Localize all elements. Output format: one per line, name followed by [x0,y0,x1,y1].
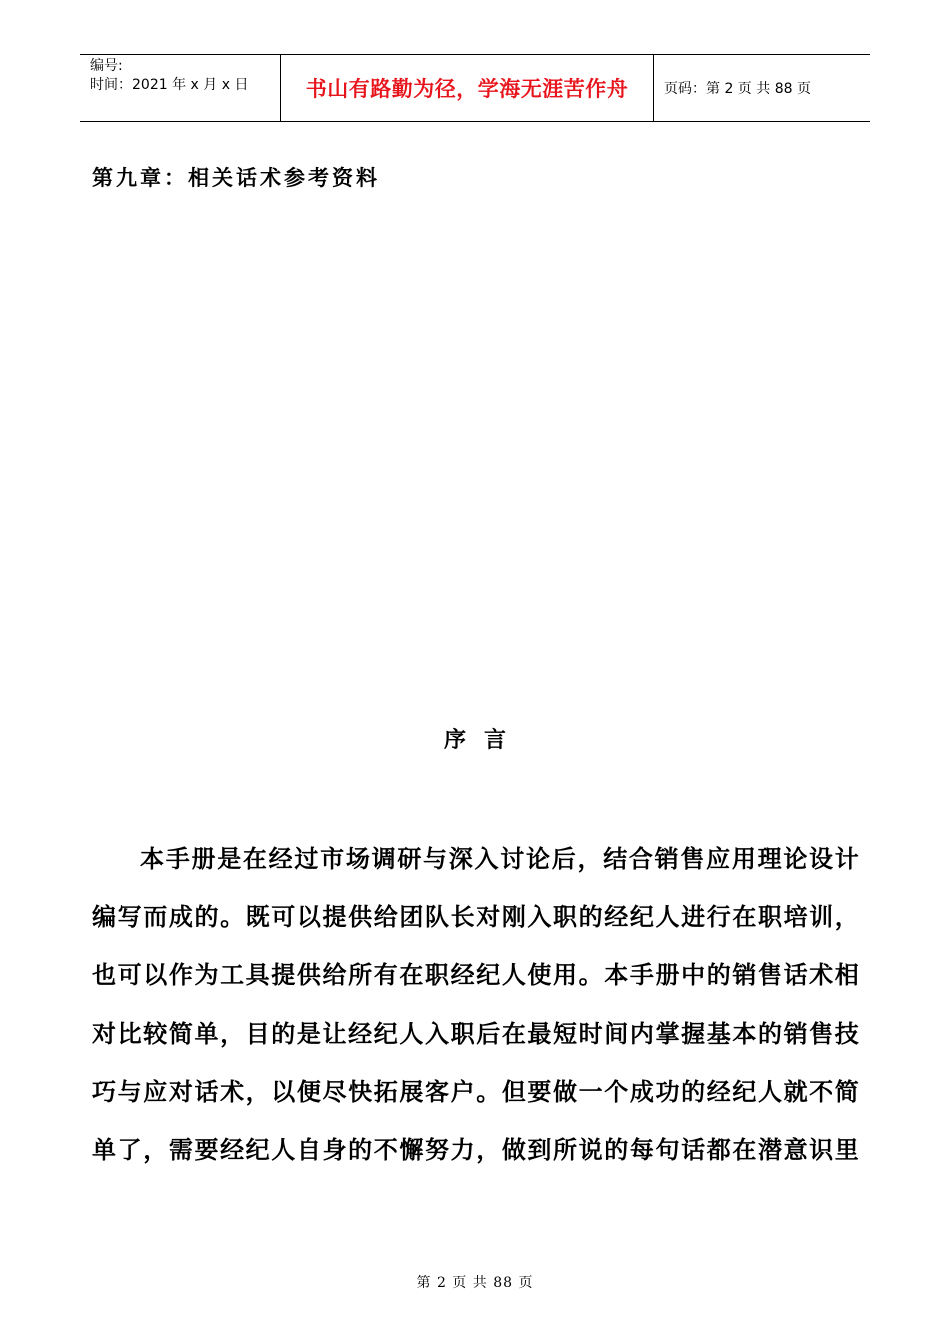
header-meta [80,55,281,121]
header-page-label: 页码：第 2 页 共 88 页 [664,81,811,97]
body-line: 本手册是在经过市场调研与深入讨论后，结合销售应用理论设计 [140,844,860,873]
body-line: 对比较简单，目的是让经纪人入职后在最短时间内掌握基本的销售技 [92,1018,860,1048]
preface-body [92,830,860,1179]
body-line: 单了，需要经纪人自身的不懈努力，做到所说的每句话都在潜意识里 [92,1135,860,1165]
chapter-title: 第九章：相关话术参考资料 [92,165,380,190]
header-motto: 书山有路勤为径，学海无涯苦作舟 [281,55,654,121]
time-label: 时间：2021 年 x 月 x 日 [90,77,249,93]
body-line: 编写而成的。既可以提供给团队长对刚入职的经纪人进行在职培训， [92,902,860,932]
page-footer: 第 2 页 共 88 页 [416,1275,534,1291]
body-line: 也可以作为工具提供给所有在职经纪人使用。本手册中的销售话术相 [92,960,860,990]
number-label: 编号: [90,58,123,74]
document-header [80,54,870,122]
preface-title: 序言 [443,727,524,753]
body-line: 巧与应对话术，以便尽快拓展客户。但要做一个成功的经纪人就不简 [92,1076,860,1106]
